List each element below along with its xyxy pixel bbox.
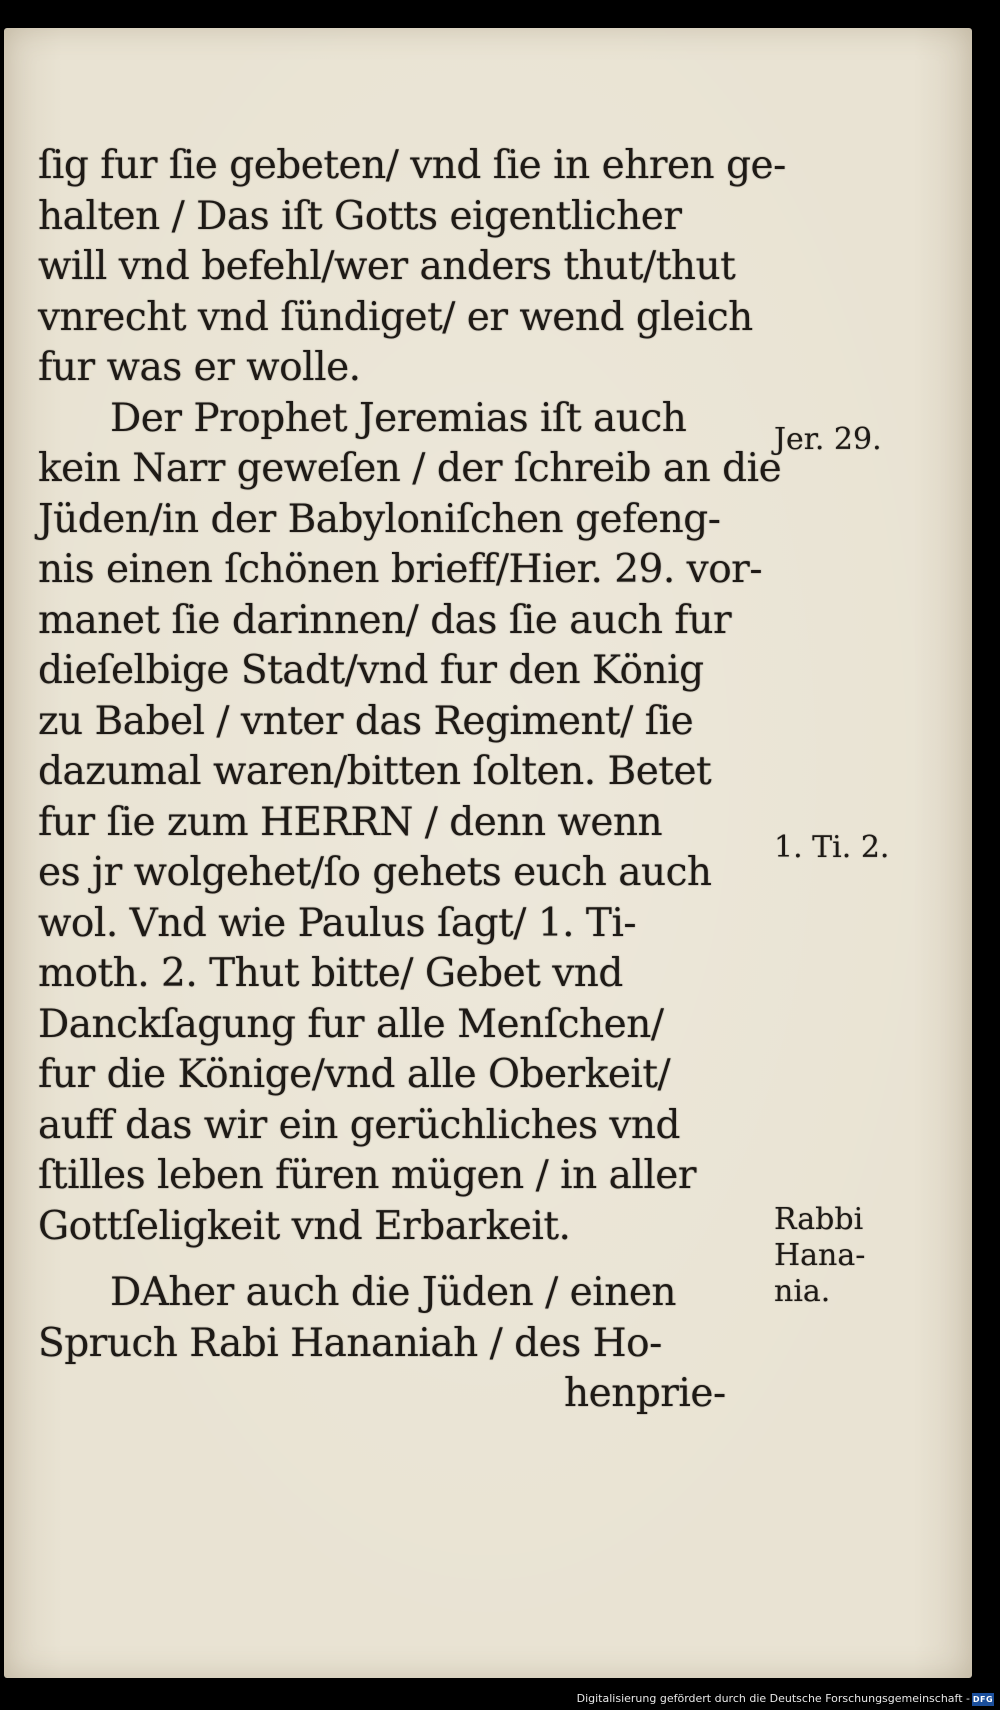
text-line-16: wol. Vnd wie Paulus ſagt/ 1. Ti- — [38, 900, 637, 946]
text-line-2: halten / Das iſt Gotts eigentlicher — [38, 193, 682, 239]
footer-credit: Digitalisierung gefördert durch die Deutsche Forschungsgemeinschaft - — [576, 1692, 970, 1705]
margin-note-rabbi: Rabbi — [774, 1202, 864, 1237]
text-line-4: vnrecht vnd ſündiget/ er wend gleich — [38, 294, 753, 340]
margin-note-jeremiah: Jer. 29. — [774, 422, 882, 457]
text-line-21: ſtilles leben füren mügen / in aller — [38, 1153, 697, 1198]
text-line-23: DAher auch die Jüden / einen — [110, 1270, 677, 1315]
margin-note-timothy: 1. Ti. 2. — [774, 830, 890, 865]
text-line-8: Jüden/in der Babyloniſchen gefeng- — [38, 496, 721, 542]
text-line-14: fur ſie zum HERRN / denn wenn — [38, 799, 663, 845]
text-line-11: dieſelbige Stadt/vnd fur den König — [38, 648, 704, 693]
text-line-17: moth. 2. Thut bitte/ Gebet vnd — [38, 951, 623, 996]
dfg-logo: DFG — [972, 1695, 994, 1704]
book-page — [4, 28, 972, 1678]
text-line-20: auff das wir ein gerüchliches vnd — [38, 1102, 681, 1148]
text-line-6: Der Prophet Jeremias iſt auch — [110, 395, 687, 441]
main-text-block — [38, 141, 786, 1420]
text-line-1: ſig fur ſie gebeten/ vnd ſie in ehren ge- — [38, 143, 786, 188]
text-line-9: nis einen ſchönen brieff/Hier. 29. vor- — [38, 547, 762, 592]
text-line-13: dazumal waren/bitten ſolten. Betet — [38, 749, 712, 794]
text-line-19: fur die Könige/vnd alle Oberkeit/ — [38, 1052, 671, 1097]
text-line-7: kein Narr geweſen / der ſchreib an die — [38, 446, 782, 491]
text-line-22: Gottſeligkeit vnd Erbarkeit. — [38, 1203, 571, 1249]
text-line-12: zu Babel / vnter das Regiment/ ſie — [38, 698, 694, 744]
text-line-5: fur was er wolle. — [38, 345, 361, 390]
text-line-15: es jr wolgehet/ſo gehets euch auch — [38, 850, 712, 895]
text-line-18: Danckſagung fur alle Menſchen/ — [38, 1001, 664, 1047]
footer-strip — [0, 1690, 1000, 1710]
text-line-10: manet ſie darinnen/ das ſie auch fur — [38, 597, 732, 643]
text-line-24: Spruch Rabi Hananiah / des Ho- — [38, 1320, 662, 1366]
margin-note-nia: nia. — [774, 1274, 831, 1309]
catchword: henprie- — [564, 1371, 726, 1416]
text-line-3: will vnd befehl/wer anders thut/thut — [38, 244, 736, 289]
margin-note-hana: Hana- — [774, 1238, 866, 1273]
